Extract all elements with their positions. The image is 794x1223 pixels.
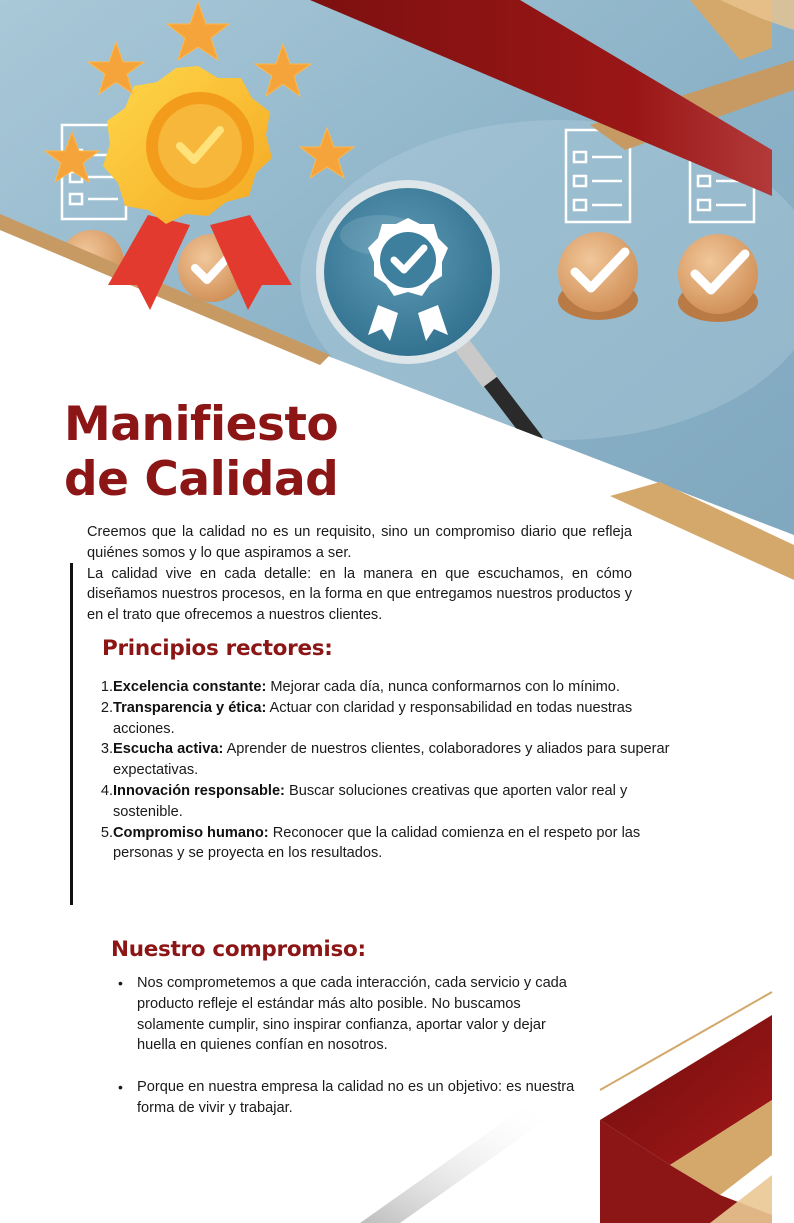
item-text: Porque en nuestra empresa la calidad no es un objetivo: es nuestra forma de vivir y trabajar. — [137, 1078, 575, 1116]
list-item — [92, 739, 682, 781]
title-line-2: de Calidad — [64, 452, 339, 507]
item-number: 4. — [100, 782, 113, 799]
item-text: Buscar soluciones creativas que aporten valor real y sostenible. — [113, 782, 628, 820]
corner-decoration — [560, 990, 794, 1223]
item-title: Compromiso humano: — [113, 824, 269, 841]
list-item — [92, 823, 682, 865]
intro-paragraph-2: La calidad vive en cada detalle: en la manera en que escuchamos, en cómo diseñamos nuestros procesos, en la forma en que entregamos nuestros productos y en el trato que ofrecemos a nuestros clientes. — [87, 565, 632, 624]
grey-streak-decoration — [340, 1110, 580, 1223]
wooden-check-token-icon — [558, 232, 638, 320]
title-line-1: Manifiesto — [64, 397, 339, 452]
item-number: 2. — [100, 699, 113, 716]
bullet-icon: • — [118, 975, 123, 991]
item-title: Transparencia y ética: — [113, 699, 267, 716]
item-text: Nos comprometemos a que cada interacción, cada servicio y cada producto refleje el estándar más alto posible. No buscamos solamente cumplir, sino inspirar confianza, aportar valor y dejar huella en quienes confían en nosotros. — [137, 975, 567, 1054]
wooden-check-token-icon — [678, 234, 758, 322]
item-text: Aprender de nuestros clientes, colaboradores y aliados para superar expectativas. — [113, 741, 670, 779]
vertical-divider — [70, 563, 73, 905]
item-title: Innovación responsable: — [113, 782, 285, 799]
list-item — [92, 781, 682, 823]
list-item — [118, 973, 578, 1056]
hero-illustration — [0, 0, 794, 600]
item-title: Excelencia constante: — [113, 679, 267, 695]
item-text: Actuar con claridad y responsabilidad en todas nuestras acciones. — [113, 699, 633, 737]
item-text: Mejorar cada día, nunca conformarnos con lo mínimo. — [266, 679, 620, 695]
intro-paragraph-1: Creemos que la calidad no es un requisito, sino un compromiso diario que refleja quiénes somos y lo que aspiramos a ser. — [87, 524, 632, 561]
commitment-list — [118, 973, 578, 1119]
item-text: Reconocer que la calidad comienza en el respeto por las personas y se proyecta en los resultados. — [113, 824, 641, 862]
list-item — [92, 677, 682, 698]
principles-heading: Principios rectores: — [102, 636, 333, 661]
item-number: 5. — [100, 824, 113, 841]
bullet-icon: • — [118, 1078, 123, 1095]
item-title: Escucha activa: — [113, 741, 224, 758]
item-number: 1. — [100, 679, 113, 695]
item-number: 3. — [100, 741, 113, 758]
principles-list — [92, 677, 682, 864]
commitment-heading: Nuestro compromiso: — [111, 937, 366, 962]
intro-text — [87, 522, 632, 626]
list-item — [92, 698, 682, 740]
